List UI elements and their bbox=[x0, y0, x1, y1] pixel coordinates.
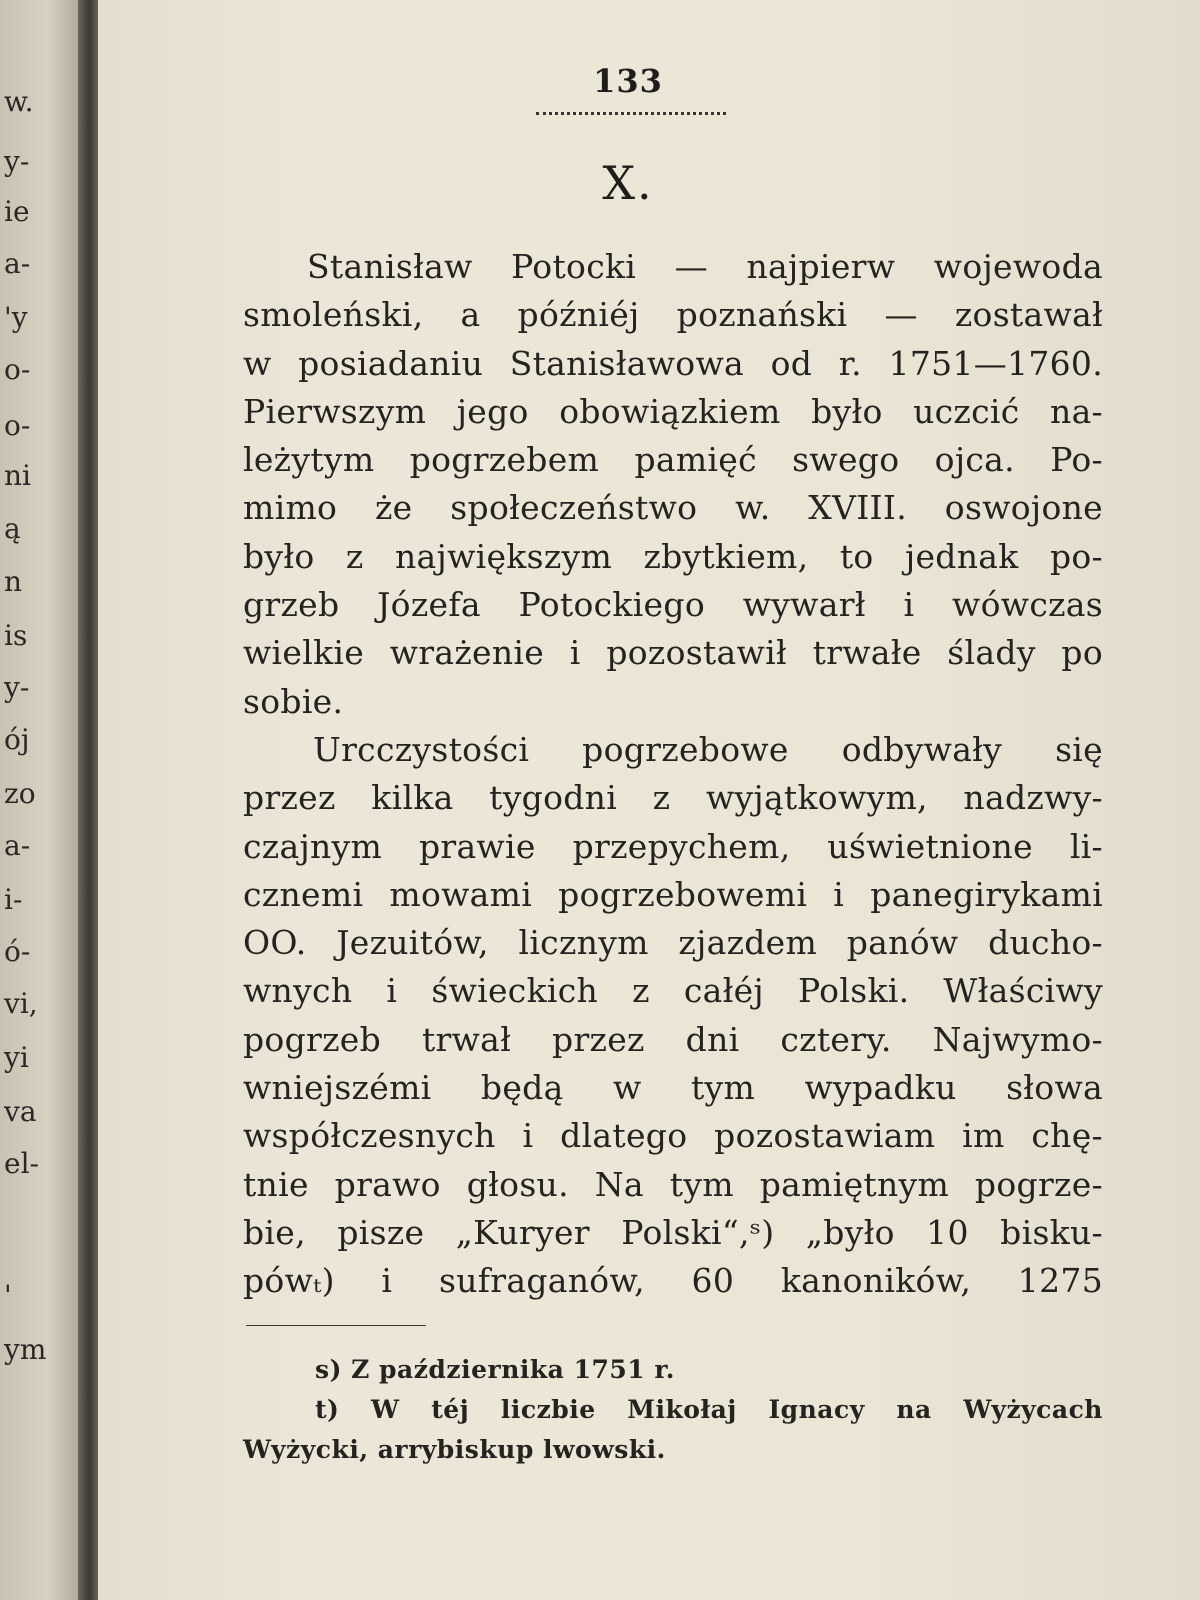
text-line: pówₜ) i sufraganów, 60 kanoników, 1275 bbox=[243, 1261, 1103, 1301]
fragment: zo bbox=[4, 777, 36, 810]
fragment: o- bbox=[4, 353, 31, 386]
fragment: ó- bbox=[4, 935, 31, 968]
chapter-title: X. bbox=[602, 156, 654, 210]
previous-page-text-fragments bbox=[0, 0, 88, 1600]
text-line: czajnym prawie przepychem, uświetnione li- bbox=[243, 826, 1103, 866]
fragment: a- bbox=[4, 829, 31, 862]
fragment: ą bbox=[4, 512, 21, 545]
fragment: yi bbox=[4, 1041, 29, 1074]
fragment: 'y bbox=[4, 301, 28, 334]
fragment: ym bbox=[4, 1333, 47, 1366]
footnote-t-continued: Wyżycki, arrybiskup lwowski. bbox=[243, 1435, 666, 1464]
paragraph-2 bbox=[243, 726, 1103, 1306]
footnote-s: s) Z października 1751 r. bbox=[315, 1355, 675, 1384]
text-line: wnych i świeckich z całéj Polski. Właściwy bbox=[243, 971, 1103, 1011]
footnotes bbox=[243, 1350, 1103, 1470]
fragment: y- bbox=[4, 671, 30, 704]
page-number: 133 bbox=[593, 62, 663, 100]
fragment: n bbox=[4, 565, 23, 598]
text-line: smoleński, a późniéj poznański — zostawał bbox=[243, 295, 1103, 335]
footnote-rule bbox=[246, 1325, 426, 1326]
text-line: Urcczystości pogrzebowe odbywały się bbox=[313, 729, 1103, 769]
text-line: OO. Jezuitów, licznym zjazdem panów ducho- bbox=[243, 923, 1103, 963]
previous-page-edge bbox=[0, 0, 88, 1600]
text-line: mimo że społeczeństwo w. XVIII. oswojone bbox=[243, 488, 1103, 528]
fragment: i- bbox=[4, 883, 23, 916]
text-line: wielkie wrażenie i pozostawił trwałe ślady po bbox=[243, 633, 1103, 673]
text-line: Pierwszym jego obowiązkiem było uczcić na- bbox=[243, 391, 1103, 431]
fragment: a- bbox=[4, 247, 31, 280]
fragment: vi, bbox=[4, 987, 38, 1020]
fragment: ie bbox=[4, 195, 30, 228]
fragment: ' bbox=[4, 1279, 12, 1312]
text-line: było z największym zbytkiem, to jednak po- bbox=[243, 536, 1103, 576]
fragment: el- bbox=[4, 1147, 39, 1180]
dotted-rule bbox=[536, 112, 726, 115]
fragment: is bbox=[4, 619, 28, 652]
fragment: y- bbox=[4, 145, 30, 178]
text-line: współczesnych i dlatego pozostawiam im chę- bbox=[243, 1116, 1103, 1156]
fragment: ni bbox=[4, 459, 31, 492]
paragraph-1 bbox=[243, 243, 1103, 726]
text-line: grzeb Józefa Potockiego wywarł i wówczas bbox=[243, 585, 1103, 625]
text-line: Stanisław Potocki — najpierw wojewoda bbox=[307, 247, 1103, 286]
fragment: o- bbox=[4, 409, 31, 442]
fragment: va bbox=[4, 1095, 37, 1128]
text-line: pogrzeb trwał przez dni cztery. Najwymo- bbox=[243, 1019, 1103, 1059]
text-line: bie, pisze „Kuryer Polski“,ˢ) „było 10 bisku- bbox=[243, 1212, 1103, 1252]
text-line: przez kilka tygodni z wyjątkowym, nadzwy- bbox=[243, 778, 1103, 818]
text-line: cznemi mowami pogrzebowemi i panegirykami bbox=[243, 874, 1103, 914]
book-page bbox=[98, 0, 1200, 1600]
text-line: leżytym pogrzebem pamięć swego ojca. Po- bbox=[243, 440, 1103, 480]
fragment: w. bbox=[4, 85, 34, 118]
text-line: sobie. bbox=[243, 681, 344, 721]
text-line: w posiadaniu Stanisławowa od r. 1751—1760. bbox=[243, 343, 1103, 383]
fragment: ój bbox=[4, 723, 30, 756]
text-line: wniejszémi będą w tym wypadku słowa bbox=[243, 1068, 1103, 1108]
footnote-t: t) W téj liczbie Mikołaj Ignacy na Wyżycach bbox=[315, 1395, 1103, 1424]
body-text bbox=[243, 243, 1103, 1306]
text-line: tnie prawo głosu. Na tym pamiętnym pogrze- bbox=[243, 1164, 1103, 1204]
